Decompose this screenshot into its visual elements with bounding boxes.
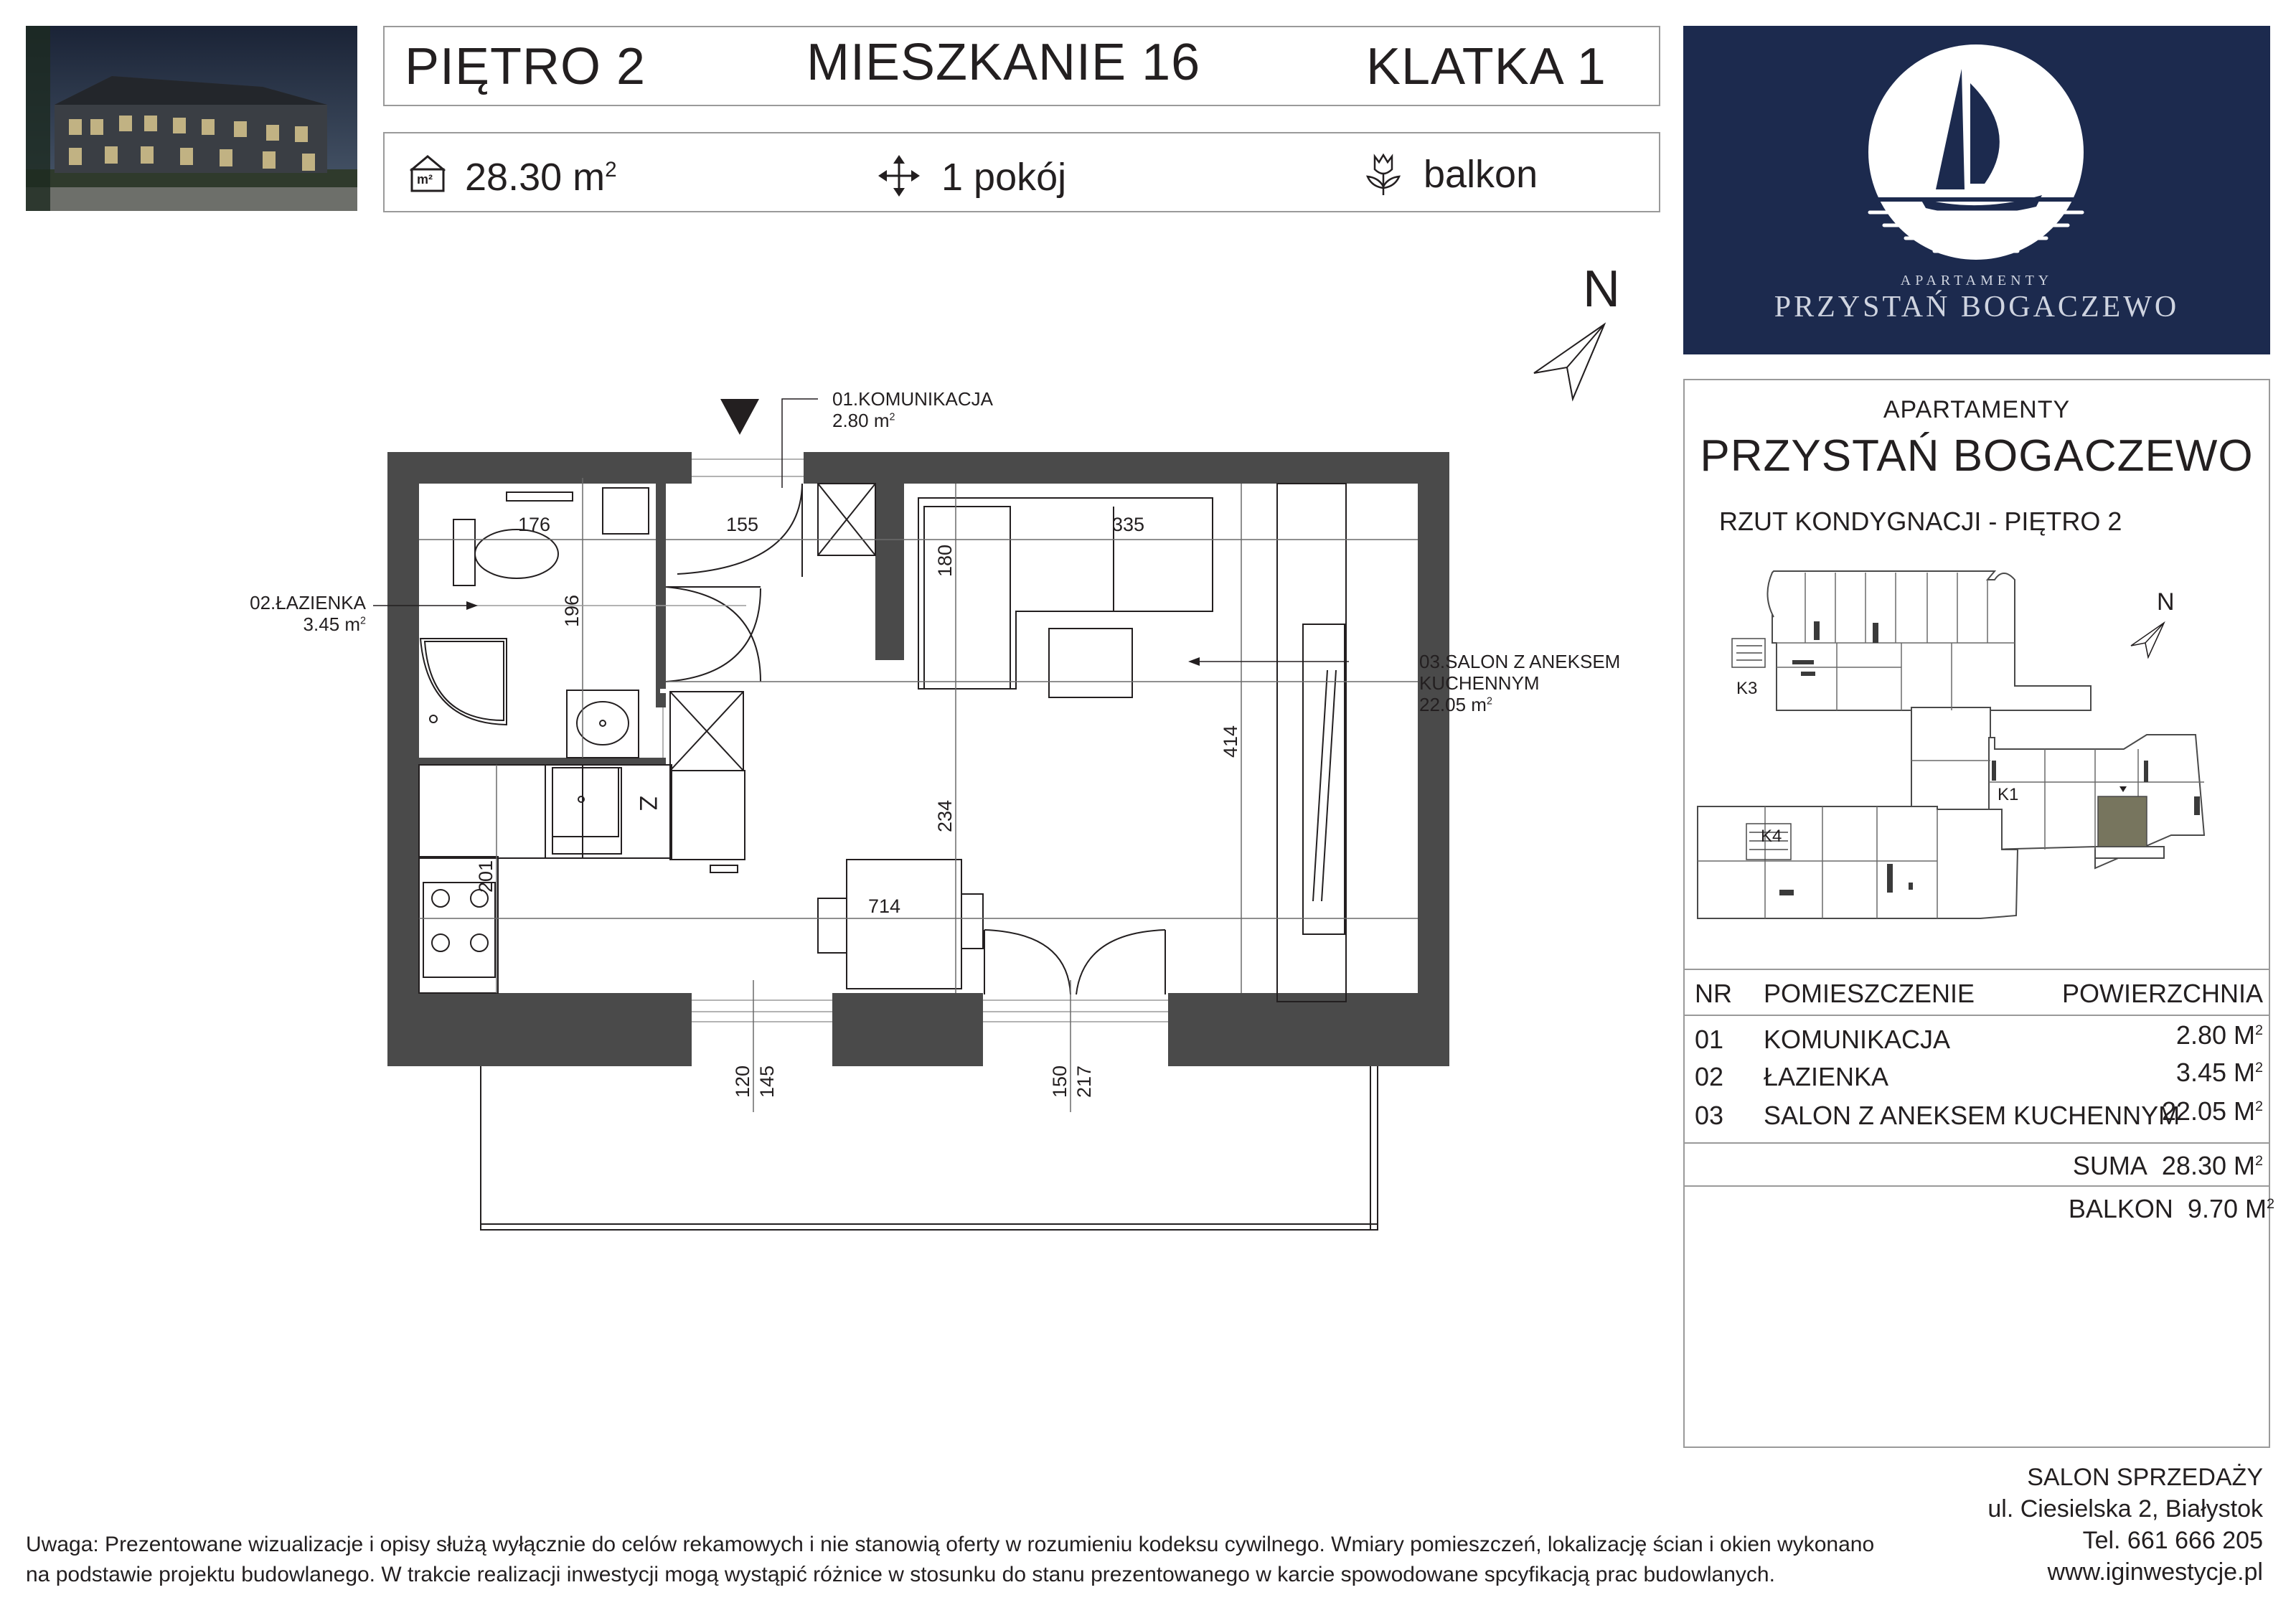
table-row-02-nr: 02 [1695, 1062, 1724, 1091]
table-header-room: POMIESZCZENIE [1764, 979, 1975, 1008]
disclaimer: Uwaga: Prezentowane wizualizacje i opisy służą wyłącznie do celów rekamowych i nie stanowią oferty w rozumieniu kodeksu cywilnego. Wmiary pomieszczeń, lokalizację ścian i okien wykonano na podstawie projektu budowlanego. W trakcie realizacji inwestycji mogą wystąpić różnice w stosunku do stanu prezentowanego w karcie spowodowane spcyfikacją prac budowlanych. [26, 1533, 1875, 1586]
sales-title: SALON SPRZEDAŻY [2027, 1464, 2263, 1491]
dim-234: 234 [934, 799, 956, 832]
dim-145: 145 [756, 1065, 778, 1098]
key-plan-compass-label: N [2157, 588, 2175, 616]
apartment-floor-plan [250, 380, 1621, 1241]
table-balcony-divider [1683, 1185, 2270, 1187]
room-label-salon: 03.SALON Z ANEKSEM KUCHENNYM 22.05 $m^2$ [1419, 651, 1621, 715]
move-arrows-icon [878, 155, 920, 197]
area-value: 28.30 $m^2$ [465, 156, 617, 199]
rooms-value: 1 pokój [941, 156, 1067, 199]
stair-label-k4: K4 [1761, 827, 1782, 846]
area-icon: m² [408, 154, 448, 194]
sales-address: ul. Ciesielska 2, Białystok [1987, 1495, 2263, 1523]
table-row-03-nr: 03 [1695, 1101, 1724, 1130]
table-row-03-area: 22.05 $M^2$ [2161, 1096, 2263, 1126]
floor-plan-title: RZUT KONDYGNACJI - PIĘTRO 2 [1719, 507, 2122, 536]
table-balcony: BALKON 9.70 $M^2$ [2068, 1194, 2274, 1223]
fridge-label: Z [634, 796, 662, 811]
table-top-divider [1683, 969, 2270, 970]
table-row-03-name: SALON Z ANEKSEM KUCHENNYM [1764, 1101, 2180, 1130]
table-row-01-area: 2.80 $M^2$ [2175, 1020, 2263, 1050]
dim-217: 217 [1073, 1065, 1095, 1098]
table-row-01-name: KOMUNIKACJA [1764, 1025, 1951, 1054]
table-sum: SUMA 28.30 $M^2$ [2072, 1151, 2263, 1180]
floor-label: PIĘTRO 2 [405, 38, 646, 95]
table-header-area: POWIERZCHNIA [2061, 979, 2263, 1008]
dim-414: 414 [1220, 725, 1241, 758]
panel-brand-small: APARTAMENTY [1883, 396, 2071, 423]
sales-phone: Tel. 661 666 205 [2082, 1527, 2263, 1554]
dim-180: 180 [934, 544, 956, 577]
key-floor-plan [1693, 545, 2260, 947]
dim-155: 155 [726, 514, 759, 535]
dim-150: 150 [1049, 1065, 1071, 1098]
key-plan-compass-icon [2127, 620, 2167, 660]
table-row-02-area: 3.45 $M^2$ [2175, 1058, 2263, 1087]
logo-subtitle-large: PRZYSTAŃ BOGACZEWO [1774, 291, 2180, 324]
compass-label: N [1583, 260, 1620, 318]
dim-120: 120 [732, 1065, 753, 1098]
table-sum-divider [1683, 1142, 2270, 1144]
table-header-divider [1683, 1015, 2270, 1016]
tulip-icon [1363, 151, 1403, 197]
table-header-nr: NR [1695, 979, 1732, 1008]
dim-196: 196 [561, 594, 583, 627]
dim-714: 714 [868, 895, 901, 917]
table-row-02-name: ŁAZIENKA [1764, 1062, 1889, 1091]
logo-subtitle-small: APARTAMENTY [1900, 273, 2053, 288]
balcony-value: balkon [1424, 153, 1538, 196]
stair-label-k3: K3 [1736, 679, 1758, 698]
dim-201: 201 [475, 860, 497, 893]
compass-arrow-icon [1527, 319, 1613, 405]
room-label-lazienka: 02.ŁAZIENKA 3.45 $m^2$ [250, 592, 366, 635]
panel-brand-large: PRZYSTAŃ BOGACZEWO [1700, 431, 2254, 481]
sales-website-link[interactable]: www.iginwestycje.pl [2047, 1558, 2263, 1586]
table-row-01-nr: 01 [1695, 1025, 1724, 1054]
stair-label-k1: K1 [1998, 785, 2019, 804]
dim-176: 176 [518, 514, 551, 535]
building-visualization [26, 26, 357, 211]
apartment-label: MIESZKANIE 16 [806, 34, 1201, 91]
staircase-label: KLATKA 1 [1366, 38, 1606, 95]
room-label-komunikacja: 01.KOMUNIKACJA 2.80 $m^2$ [832, 388, 993, 431]
brand-logo [1683, 26, 2270, 354]
dim-335: 335 [1112, 514, 1145, 535]
